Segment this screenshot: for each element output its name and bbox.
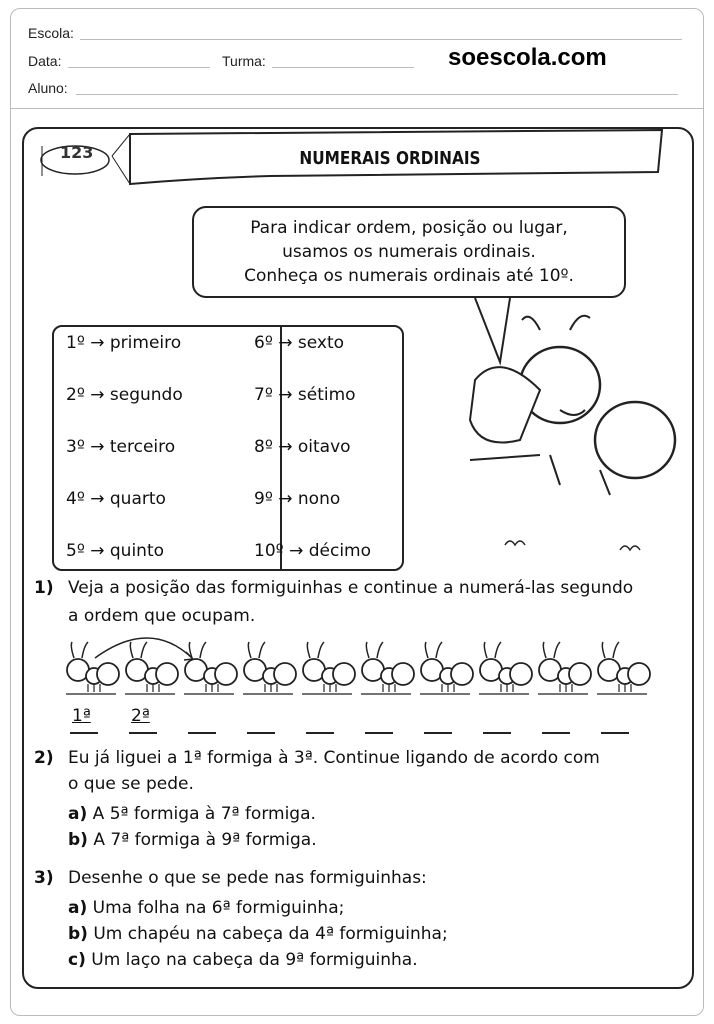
- ordinal-word: nono: [297, 489, 341, 509]
- answer-blank[interactable]: [70, 732, 98, 734]
- item-text: Um laço na cabeça da 9ª formiguinha.: [91, 950, 418, 970]
- question-text: Veja a posição das formiguinhas e continue a numerá-las segundo: [68, 578, 634, 598]
- student-label: Aluno:: [28, 80, 68, 96]
- svg-text:123: 123: [60, 143, 94, 162]
- item-text: A 7ª formiga à 9ª formiga.: [93, 830, 317, 850]
- arrow-icon: →: [278, 333, 293, 353]
- arrow-icon: →: [90, 385, 105, 405]
- item-label: a): [68, 804, 88, 824]
- item-b: [68, 922, 448, 946]
- school-label: Escola:: [28, 25, 74, 41]
- ordinal-number: 3º: [66, 437, 85, 457]
- ordinal-word: oitavo: [297, 437, 351, 457]
- arrow-icon: →: [90, 437, 105, 457]
- ordinal-word: terceiro: [109, 437, 176, 457]
- item-c: [68, 948, 418, 972]
- student-field[interactable]: [76, 94, 678, 95]
- ordinal-word: quarto: [109, 489, 166, 509]
- class-label: Turma:: [222, 53, 266, 69]
- date-field[interactable]: [68, 67, 210, 68]
- question-3: [34, 866, 448, 970]
- bubble-line: Conheça os numerais ordinais até 10º.: [244, 266, 574, 286]
- ant-illustration: [460, 310, 690, 560]
- answer-blank[interactable]: [542, 732, 570, 734]
- item-text: Um chapéu na cabeça da 4ª formiguinha;: [93, 924, 448, 944]
- ordinal-entry: [254, 385, 356, 405]
- ant-icon: [66, 642, 119, 694]
- question-2: [34, 746, 600, 850]
- ordinal-word: décimo: [308, 541, 371, 561]
- item-label: c): [68, 950, 86, 970]
- answer-blank[interactable]: [129, 732, 157, 734]
- answer-blank[interactable]: [306, 732, 334, 734]
- ordinal-number: 6º: [254, 333, 273, 353]
- ordinal-number: 9º: [254, 489, 273, 509]
- ordinal-entry: [254, 437, 351, 457]
- ant-icon: [361, 642, 414, 694]
- ant-icon: [420, 642, 473, 694]
- ants-row: [60, 628, 700, 708]
- ordinal-entry: [66, 541, 164, 561]
- ordinal-entry: [66, 437, 175, 457]
- answer-value: 2ª: [131, 706, 150, 726]
- ant-icon: [184, 642, 237, 694]
- ordinal-entry: [254, 489, 340, 509]
- ordinal-word: sétimo: [297, 385, 356, 405]
- arrow-icon: →: [278, 437, 293, 457]
- ordinal-entry: [66, 385, 183, 405]
- arrow-icon: →: [278, 489, 293, 509]
- question-text: Desenhe o que se pede nas formiguinhas:: [68, 868, 427, 888]
- arrow-icon: →: [90, 489, 105, 509]
- question-text: o que se pede.: [68, 774, 194, 794]
- ant-icon: [243, 642, 296, 694]
- ordinal-word: sexto: [297, 333, 345, 353]
- ordinal-entry: [66, 333, 181, 353]
- ant-icon: [479, 642, 532, 694]
- answer-blank[interactable]: [365, 732, 393, 734]
- ordinal-entry: [66, 489, 166, 509]
- answer-blank[interactable]: [188, 732, 216, 734]
- bubble-line: usamos os numerais ordinais.: [282, 242, 536, 262]
- ordinal-number: 8º: [254, 437, 273, 457]
- ordinal-number: 4º: [66, 489, 85, 509]
- ordinal-entry: [254, 333, 344, 353]
- arrow-icon: →: [278, 385, 293, 405]
- answer-value: 1ª: [72, 706, 91, 726]
- arrow-icon: →: [90, 541, 105, 561]
- ordinal-number: 1º: [66, 333, 85, 353]
- item-label: b): [68, 924, 88, 944]
- answer-blank[interactable]: [424, 732, 452, 734]
- ordinal-number: 10º: [254, 541, 284, 561]
- ordinal-number: 2º: [66, 385, 85, 405]
- ordinal-number: 7º: [254, 385, 273, 405]
- ordinal-word: quinto: [109, 541, 165, 561]
- ordinal-number: 5º: [66, 541, 85, 561]
- ant-icon: [597, 642, 650, 694]
- header-divider: [10, 108, 704, 109]
- answer-blank[interactable]: [483, 732, 511, 734]
- answer-blank[interactable]: [247, 732, 275, 734]
- item-b: [68, 828, 317, 852]
- item-text: Uma folha na 6ª formiguinha;: [92, 898, 345, 918]
- question-text: Eu já liguei a 1ª formiga à 3ª. Continue ligando de acordo com: [68, 748, 600, 768]
- ant-icon: [538, 642, 591, 694]
- page-title: NUMERAIS ORDINAIS: [299, 148, 481, 169]
- question-1: [34, 576, 634, 626]
- question-number: 2): [34, 748, 54, 768]
- school-field[interactable]: [80, 39, 682, 40]
- class-field[interactable]: [272, 67, 414, 68]
- brand-logo: soescola.com: [448, 44, 607, 71]
- speech-bubble: [192, 206, 626, 298]
- question-number: 1): [34, 578, 54, 598]
- arrow-icon: →: [90, 333, 105, 353]
- date-label: Data:: [28, 53, 62, 69]
- question-number: 3): [34, 868, 54, 888]
- ordinal-entry: [254, 541, 371, 561]
- item-a: [68, 802, 316, 826]
- item-text: A 5ª formiga à 7ª formiga.: [92, 804, 316, 824]
- answer-blank[interactable]: [601, 732, 629, 734]
- ant-icon: [125, 642, 178, 694]
- ordinal-word: segundo: [109, 385, 183, 405]
- question-text: a ordem que ocupam.: [68, 606, 256, 626]
- ordinal-word: primeiro: [109, 333, 182, 353]
- item-a: [68, 896, 344, 920]
- arrow-icon: →: [289, 541, 304, 561]
- item-label: a): [68, 898, 88, 918]
- item-label: b): [68, 830, 88, 850]
- ordinals-table: [52, 325, 404, 571]
- bubble-line: Para indicar ordem, posição ou lugar,: [250, 218, 568, 238]
- ant-icon: [302, 642, 355, 694]
